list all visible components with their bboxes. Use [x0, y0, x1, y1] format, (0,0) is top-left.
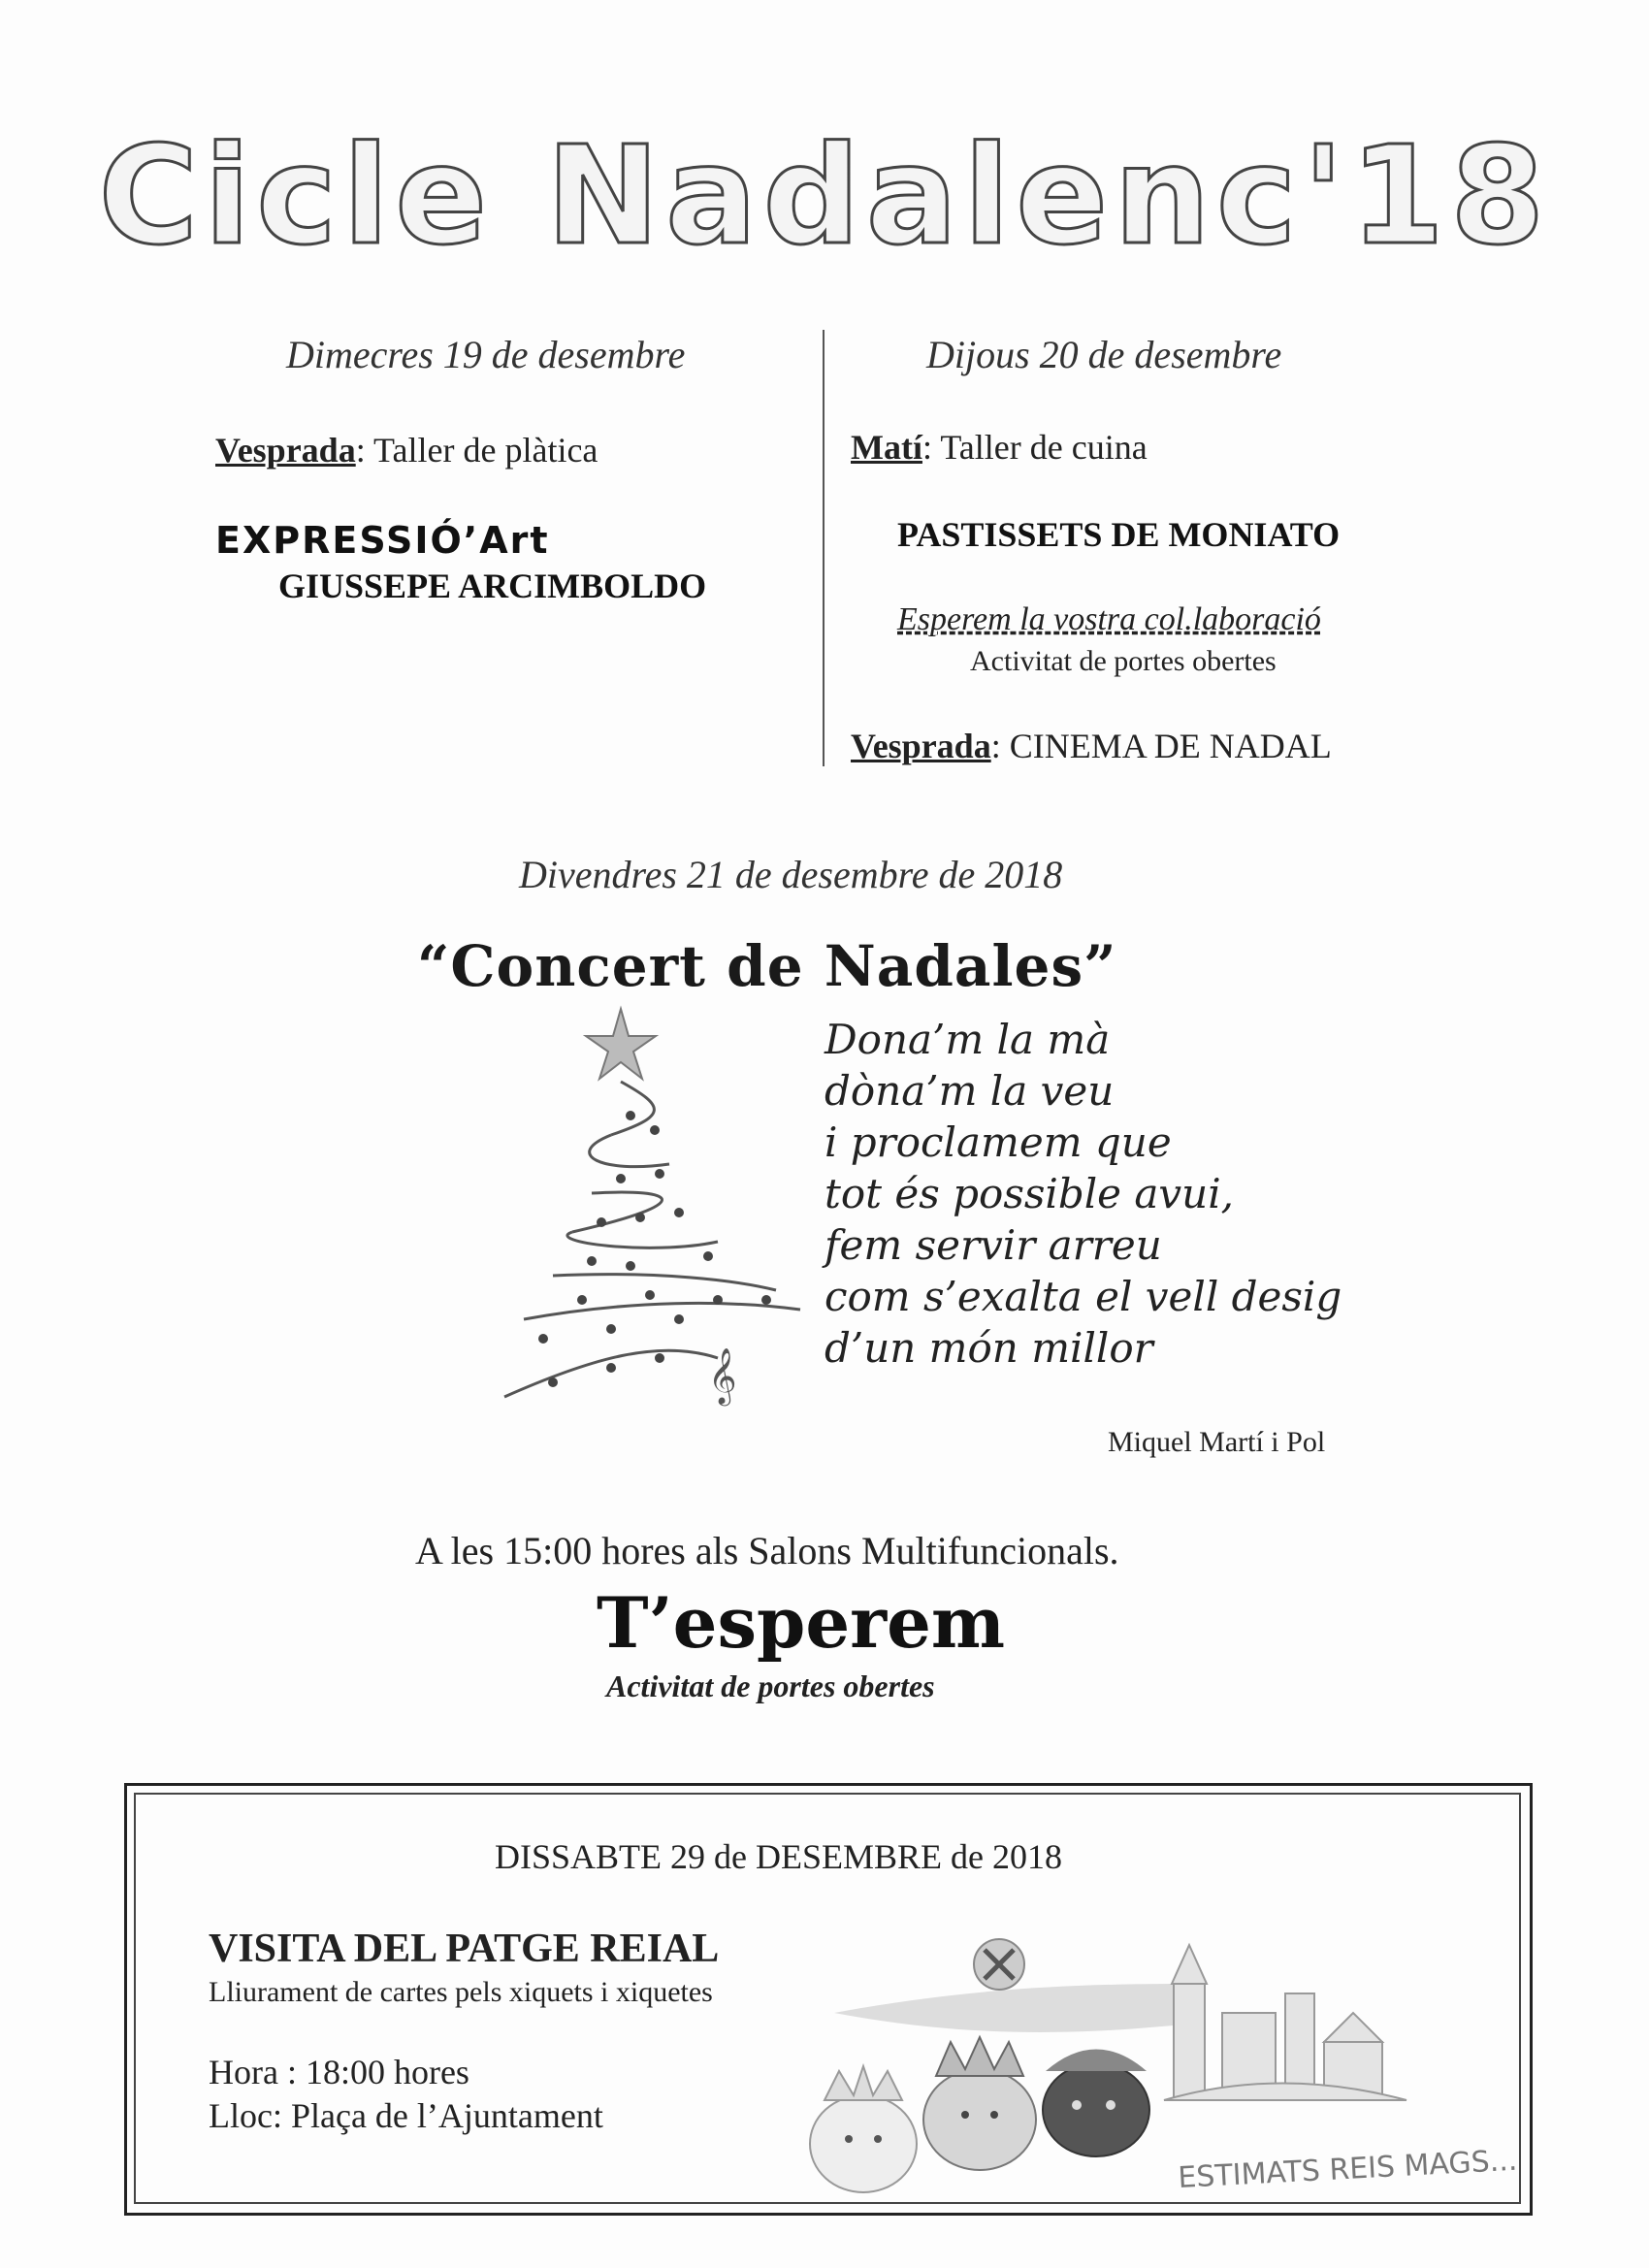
poem-author: Miquel Martí i Pol: [1108, 1426, 1326, 1458]
right-slot2-text: : CINEMA DE NADAL: [990, 727, 1332, 765]
right-slot2-label: Vesprada: [851, 727, 991, 765]
poem: [824, 1014, 1342, 1374]
left-date: Dimecres 19 de desembre: [286, 333, 686, 376]
poem-line: i proclamem que: [824, 1118, 1172, 1166]
title-outline-text: [0, 112, 1649, 286]
poem-line: fem servir arreu: [824, 1221, 1162, 1269]
right-slot2: [851, 726, 1332, 766]
concert-title: “Concert de Nadales”: [417, 933, 1117, 999]
left-slot-label: Vesprada: [215, 431, 356, 470]
right-slot1-label: Matí: [851, 428, 922, 467]
box-subtitle: Lliurament de cartes pels xiquets i xiquetes: [209, 1976, 713, 2008]
left-event-title: EXPRESSIÓ’Art: [215, 519, 550, 562]
right-slot1-text: : Taller de cuina: [922, 428, 1148, 467]
poem-line: Dona’m la mà: [824, 1016, 1111, 1063]
box-title: VISITA DEL PATGE REIAL: [209, 1927, 720, 1971]
poem-line: com s’exalta el vell desig: [824, 1273, 1342, 1320]
box-date: DISSABTE 29 de DESEMBRE de 2018: [495, 1837, 1062, 1876]
three-kings-illustration: [795, 1926, 1519, 2251]
comet-icon: [834, 1939, 1203, 2032]
title-text: Cicle Nadalenc'18: [98, 117, 1551, 275]
box-hour: Hora : 18:00 hores: [209, 2053, 469, 2091]
town-skyline-icon: [1164, 1945, 1406, 2100]
illustration-caption: ESTIMATS REIS MAGS...: [1177, 2143, 1519, 2195]
music-tree-icon: [485, 1009, 815, 1450]
concert-cta: T’esperem: [597, 1581, 1006, 1664]
column-divider: [823, 330, 824, 766]
poem-line: d’un món millor: [824, 1324, 1153, 1372]
concert-date: Divendres 21 de desembre de 2018: [519, 853, 1063, 896]
left-event-subtitle: GIUSSEPE ARCIMBOLDO: [278, 567, 707, 605]
svg-text:𝄞: 𝄞: [708, 1347, 737, 1404]
concert-cta-sub: Activitat de portes obertes: [606, 1669, 935, 1703]
poem-line: dòna’m la veu: [824, 1067, 1115, 1115]
left-slot-text: : Taller de plàtica: [355, 431, 598, 470]
star-icon: [586, 1009, 656, 1079]
right-invite: Esperem la vostra col.laboració: [897, 601, 1321, 637]
right-event-title: PASTISSETS DE MONIATO: [897, 515, 1341, 554]
right-date: Dijous 20 de desembre: [926, 333, 1282, 376]
page-title: [0, 112, 1649, 291]
box-place: Lloc: Plaça de l’Ajuntament: [209, 2096, 603, 2135]
poem-line: tot és possible avui,: [824, 1170, 1234, 1217]
left-slot: [215, 430, 598, 470]
concert-time-place: A les 15:00 hores als Salons Multifuncionals.: [415, 1529, 1119, 1572]
three-kings-icon: [810, 2037, 1149, 2192]
right-slot1: [851, 427, 1148, 468]
right-open-doors: Activitat de portes obertes: [970, 645, 1277, 677]
